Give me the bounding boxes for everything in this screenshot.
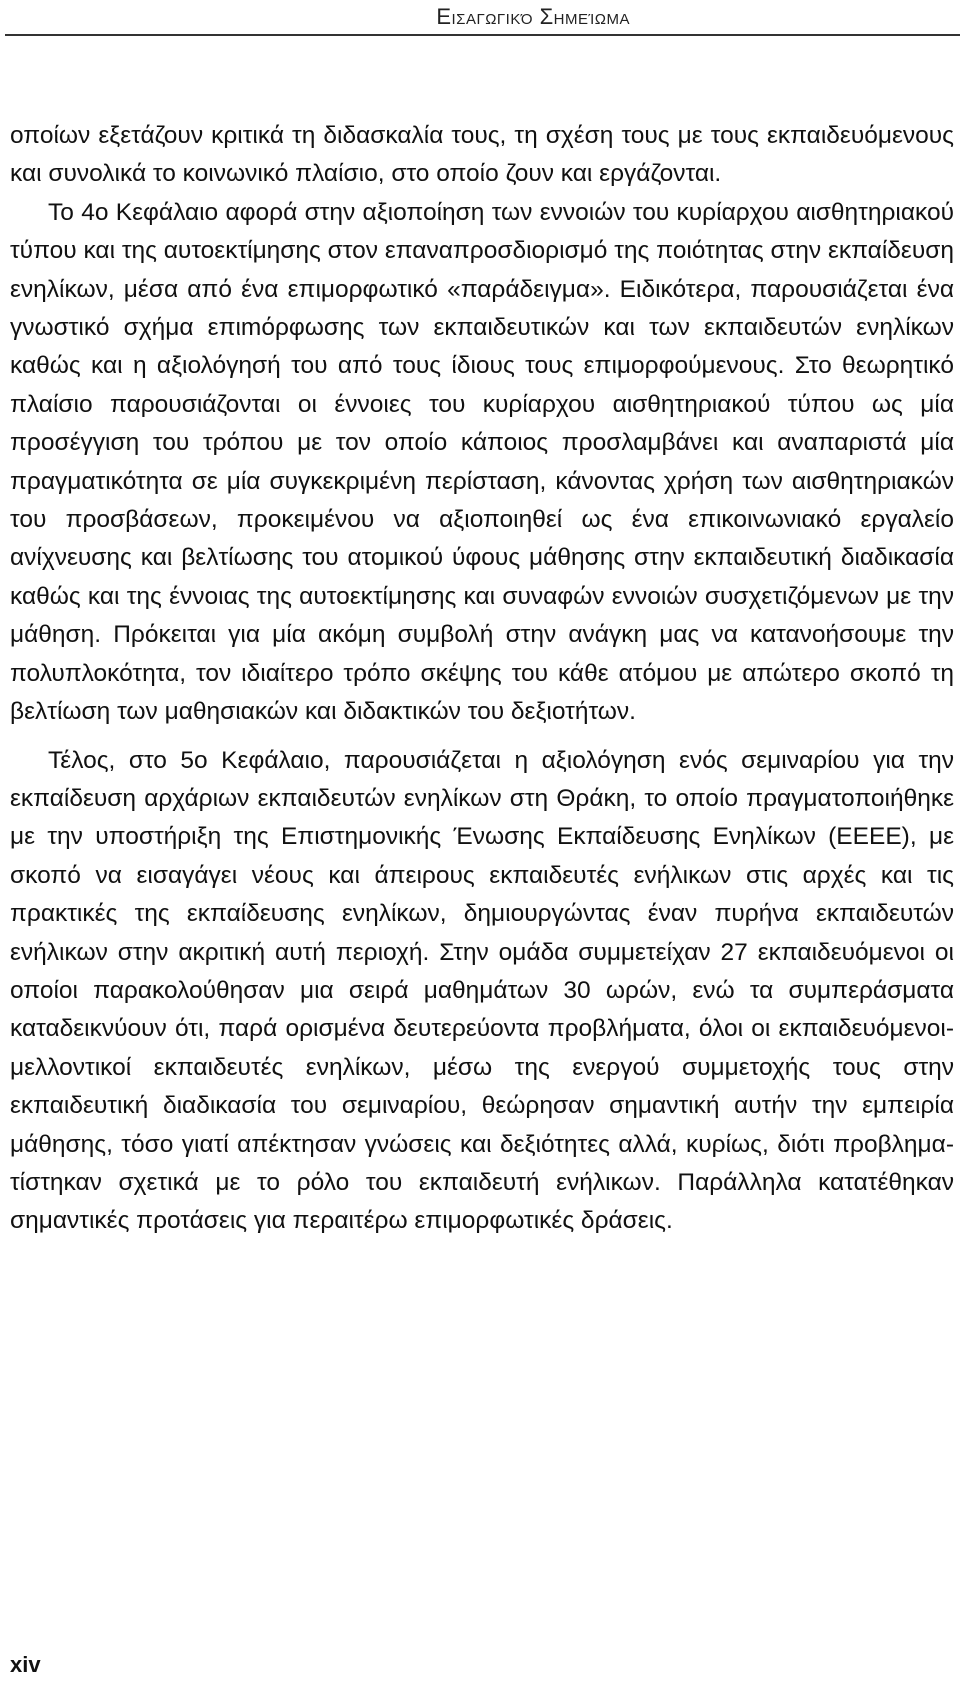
paragraph-chapter-5: Τέλος, στο 5ο Κεφάλαιο, παρουσιάζεται η αξιολόγηση ενός σεμιναρίου για την εκπαίδευση αρχάριων εκπαιδευτών ενηλίκων στη Θράκη, το οποίο πραγματοποιήθηκε με την υποστήριξη της Επιστημονικής Ένωσης Εκπαίδευσης Ενηλίκων (ΕΕΕΕ), με σκοπό να εισαγάγει νέους και άπειρους εκπαιδευτές ενήλικων στις αρχές και τις πρακτικές της εκπαίδευσης ενηλίκων, δημιουργώντας έναν πυρήνα εκπαιδευτών ενήλικων στην ακριτική αυτή περιοχή. Στην ομάδα συμμετείχαν 27 εκπαιδευόμενοι οι οποίοι παρακολούθησαν μια σειρά μαθημάτων 30 ωρών, ενώ τα συμπεράσματα καταδεικνύουν ότι, παρά ορισμένα δευτερεύοντα προβλήματα, όλοι οι εκπαιδευόμενοι-μελλοντικοί εκπαιδευτές ενηλίκων, μέσω της ενεργού συμμετοχής τους στην εκπαιδευτική διαδικασία του σεμιναρίου, θεώρησαν σημαντική αυτήν την εμπειρία μάθησης, τόσο γιατί απέκτησαν γνώσεις και δεξιότητες αλλά, κυρίως, διότι προβληματίστηκαν σχετικά με το ρόλο του εκπαιδευτή ενήλικων. Παράλληλα κατατέθηκαν σημαντικές προτάσεις για περαιτέρω επιμορφωτικές δράσεις.: [10, 746, 954, 1235]
header-title: Εισαγωγικό Σημείωμα: [436, 4, 630, 29]
paragraph-continued: οποίων εξετάζουν κριτικά τη διδασκαλία τους, τη σχέση τους με τους εκπαιδευόμενους και συνολικά το κοινωνικό πλαίσιο, στο οποίο ζουν και εργάζονται.: [10, 122, 954, 188]
body-text: [10, 117, 954, 1241]
paragraph-chapter-4: Το 4ο Κεφάλαιο αφορά στην αξιοποίηση των εννοιών του κυρίαρχου αισθητηριακού τύπου και της αυτοεκτίμησης στον επαναπροσδιορισμό της ποιότητας στην εκπαίδευση ενηλίκων, μέσα από ένα επιμορφωτικό «παράδειγμα». Ειδικότερα, παρουσιάζεται ένα γνωστικό σχήμα επιmόρφωσης των εκπαιδευτικών και των εκπαιδευτών ενηλίκων καθώς και η αξιολόγησή του από τους ίδιους τους επιμορφούμενους. Στο θεωρητικό πλαίσιο παρουσιάζονται οι έννοιες του κυρίαρχου αισθητηριακού τύπου ως μία προσέγγιση του τρόπου με τον οποίο κάποιος προσλαμβάνει και αναπαριστά μία πραγματικότητα σε μία συγκεκριμένη περίσταση, κάνοντας χρήση των αισθητηριακών του προσβάσεων, προκειμένου να αξιοποιηθεί ως ένα επικοινωνιακό εργαλείο ανίχνευσης και βελτίωσης του ατομικού ύφους μάθησης στην εκπαιδευτική διαδικασία καθώς και της έννοιας της αυτοεκτίμησης και συναφών εννοιών συσχετιζόμενων με την μάθηση. Πρόκειται για μία ακόμη συμβολή στην ανάγκη μας να κατανοήσουμε την πολυπλοκότητα, τον ιδιαίτερο τρόπο σκέψης του κάθε ατόμου με απώτερο σκοπό τη βελτίωση των μαθησιακών και διδακτικών του δεξιοτήτων.: [10, 198, 954, 726]
header-rule: [5, 34, 960, 36]
page-number: xiv: [10, 1652, 41, 1677]
running-header: [0, 0, 960, 36]
